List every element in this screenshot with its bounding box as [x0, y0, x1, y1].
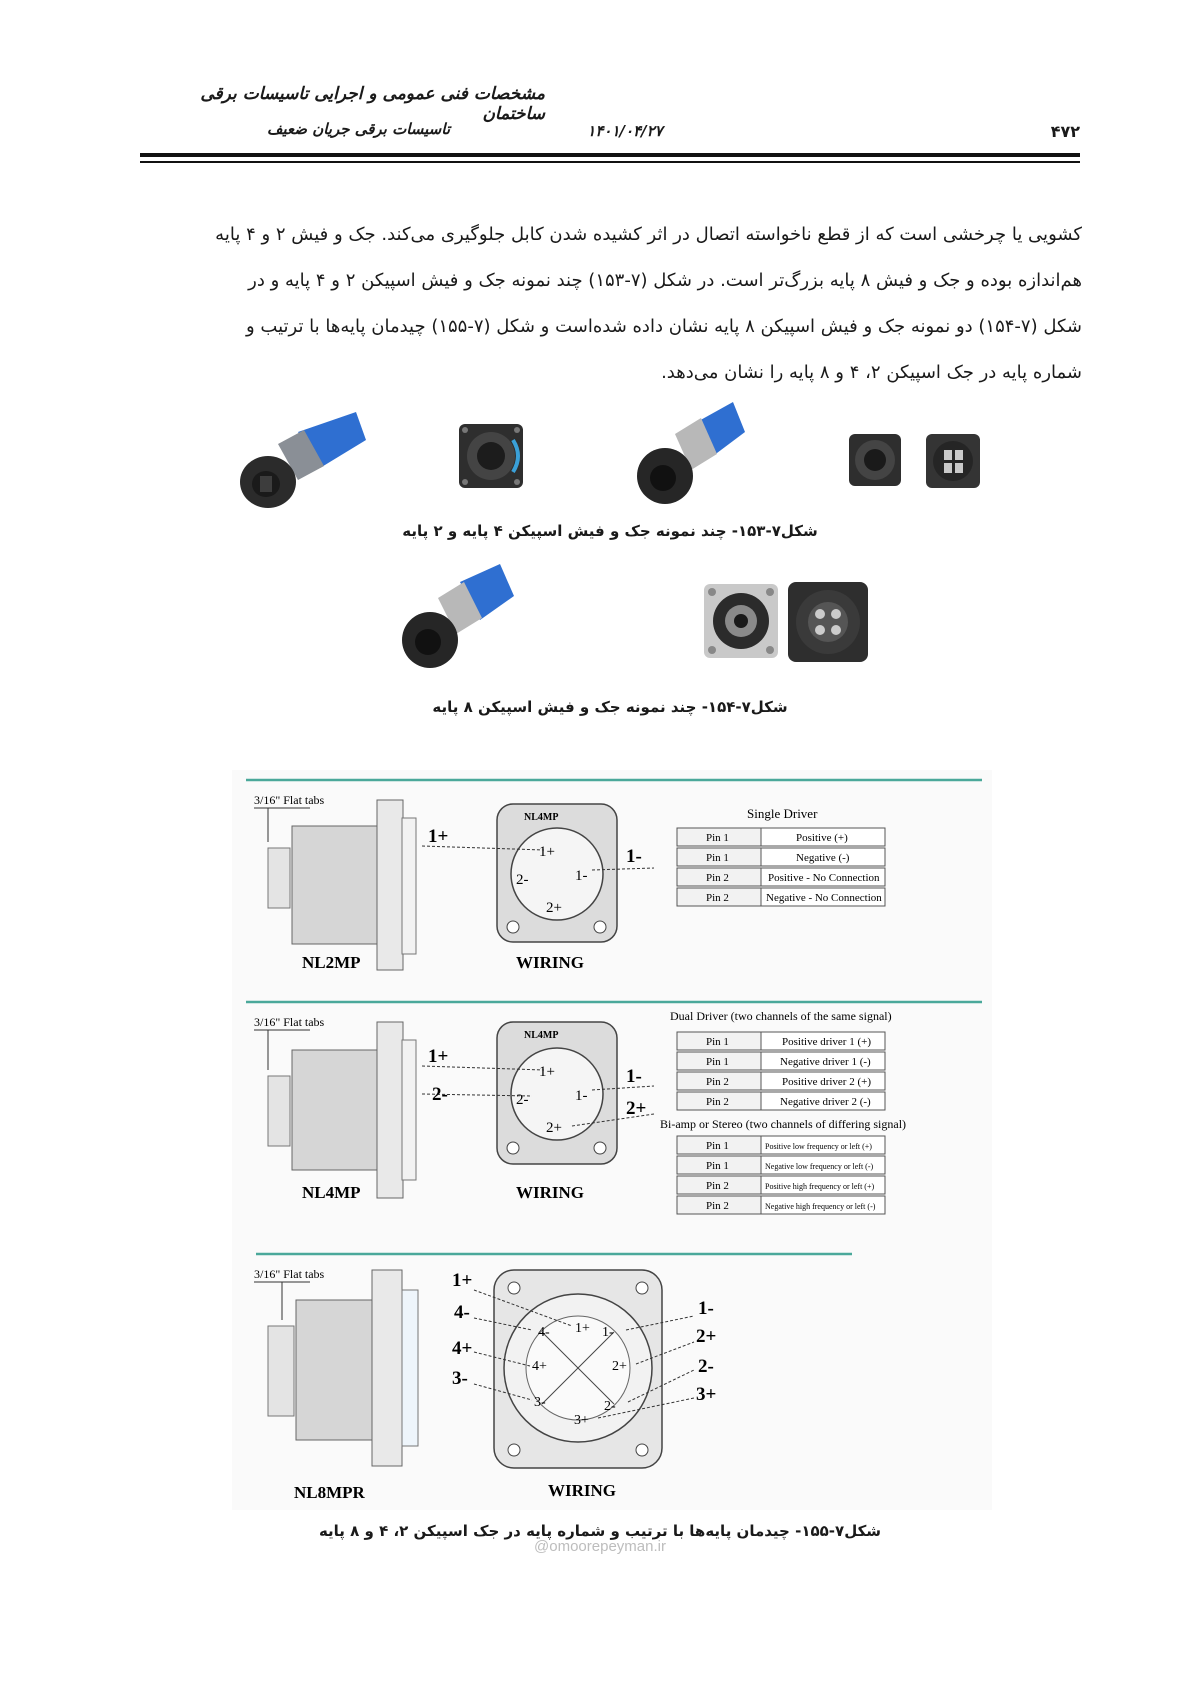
svg-text:Negative driver 2 (-): Negative driver 2 (-): [780, 1096, 871, 1108]
section-title: تاسیسات برقی جریان ضعیف: [266, 120, 450, 138]
wiring-label: WIRING: [516, 953, 585, 972]
table-row: [677, 828, 885, 846]
speakon-8pin-panel-jack-rear-photo: [784, 578, 872, 666]
table-row: [677, 1176, 885, 1194]
speakon-panel-jack-rear-photo: [922, 430, 984, 492]
table-row: [677, 1032, 885, 1050]
pin-label: 1+: [539, 844, 555, 860]
document-date: ۱۴۰۱/۰۴/۲۷: [587, 122, 663, 140]
figure-154-caption: شکل۷-۱۵۴- چند نمونه جک و فیش اسپیکن ۸ پایه: [432, 698, 788, 716]
svg-text:Pin 1: Pin 1: [706, 1160, 729, 1172]
nl8mpr-side-view: [254, 1267, 418, 1502]
pin-label: 2+: [612, 1359, 627, 1374]
wire-label: 1+: [428, 826, 449, 847]
wire-label: 3-: [452, 1368, 468, 1389]
table-row: [677, 1156, 885, 1174]
nl4mp-wiring-face: [422, 1022, 654, 1202]
svg-text:Positive (+): Positive (+): [796, 832, 848, 844]
pin-label: 2-: [604, 1399, 616, 1414]
flat-tabs-label: 3/16" Flat tabs: [254, 1015, 325, 1029]
table-row: [677, 1092, 885, 1110]
svg-text:Pin 2: Pin 2: [706, 1096, 729, 1108]
svg-text:Pin 2: Pin 2: [706, 1200, 729, 1212]
svg-text:Negative high frequency or lef: Negative high frequency or left (-): [765, 1202, 876, 1211]
svg-text:Positive driver 1 (+): Positive driver 1 (+): [782, 1036, 871, 1048]
header-rule-thin: [140, 161, 1080, 163]
table-row: [677, 1052, 885, 1070]
pin-label: 1-: [602, 1325, 614, 1340]
wire-label: 4-: [454, 1302, 470, 1323]
document-title: مشخصات فنی عمومی و اجرایی تاسیسات برقی ساختمان: [200, 84, 545, 124]
wire-label: 1+: [452, 1270, 473, 1291]
wire-label: 2+: [626, 1098, 647, 1119]
table-title: Bi-amp or Stereo (two channels of differing signal): [660, 1117, 907, 1131]
speakon-wiring-diagram: [232, 770, 992, 1510]
nl4mp-model-label: NL4MP: [302, 1183, 361, 1202]
nl4mp-pin-table: [660, 1009, 906, 1214]
wire-label: 1+: [428, 1046, 449, 1067]
table-row: [677, 888, 885, 906]
svg-text:Pin 2: Pin 2: [706, 872, 729, 884]
page-number: ۴۷۲: [1050, 122, 1080, 141]
pin-label: 3-: [534, 1395, 546, 1410]
svg-text:Positive high frequency or lef: Positive high frequency or left (+): [765, 1182, 875, 1191]
paragraph-line: شکل (۷-۱۵۴) دو نمونه جک و فیش اسپیکن ۸ پایه نشان داده شده‌است و شکل (۷-۱۵۵) چیدمان پایه‌ها با ترتیب و: [245, 316, 1082, 337]
pin-label: 1-: [575, 1088, 588, 1104]
table-title: Single Driver: [747, 806, 818, 821]
pin-label: 1+: [575, 1321, 590, 1336]
svg-text:Pin 1: Pin 1: [706, 1036, 729, 1048]
watermark-text: @omoorepeyman.ir: [534, 1538, 666, 1555]
speakon-8pin-cable-plug-photo: [400, 562, 520, 672]
svg-text:Negative (-): Negative (-): [796, 852, 850, 864]
nl4mp-side-view: [254, 1015, 416, 1202]
svg-text:Pin 2: Pin 2: [706, 892, 729, 904]
wire-label: 2+: [696, 1326, 717, 1347]
paragraph-line: کشویی یا چرخشی است که از قطع ناخواسته اتصال در اثر کشیده شدن کابل جلوگیری می‌کند. جک و فیش ۲ و ۴ پایه: [215, 224, 1082, 245]
speakon-8pin-panel-jack-photo: [700, 580, 782, 662]
paragraph-line: هم‌اندازه بوده و جک و فیش ۸ پایه بزرگ‌تر است. در شکل (۷-۱۵۳) چند نمونه جک و فیش اسپیکن ۲ و ۴ پایه و در: [248, 270, 1082, 291]
wire-label: 3+: [696, 1384, 717, 1405]
pin-label: 2+: [546, 900, 562, 916]
wiring-label: WIRING: [516, 1183, 585, 1202]
paragraph-line: شماره پایه در جک اسپیکن ۲، ۴ و ۸ پایه را نشان می‌دهد.: [661, 362, 1082, 383]
wire-label: 2-: [432, 1084, 448, 1105]
speakon-panel-jack-photo: [455, 420, 527, 492]
pin-label: 2+: [546, 1120, 562, 1136]
nl8mpr-wiring-face: [452, 1270, 716, 1500]
table-row: [677, 868, 885, 886]
figure-155-caption: شکل۷-۱۵۵- چیدمان پایه‌ها با ترتیب و شماره پایه در جک اسپیکن ۲، ۴ و ۸ پایه: [318, 1522, 882, 1540]
wire-label: 1-: [626, 846, 642, 867]
flat-tabs-label: 3/16" Flat tabs: [254, 793, 325, 807]
table-row: [677, 1196, 885, 1214]
nl2mp-wiring-face: [422, 804, 654, 972]
svg-text:Negative - No Connection: Negative - No Connection: [766, 892, 882, 904]
table-row: [677, 848, 885, 866]
svg-text:Pin 1: Pin 1: [706, 832, 729, 844]
wire-label: 2-: [698, 1356, 714, 1377]
figure-153-caption: شکل۷-۱۵۳- چند نمونه جک و فیش اسپیکن ۴ پایه و ۲ پایه: [402, 522, 818, 540]
nl2mp-model-label: NL2MP: [302, 953, 361, 972]
body-paragraph: [142, 212, 1082, 396]
speakon-cable-plug-grey-photo: [238, 410, 368, 510]
svg-text:Positive low frequency or left: Positive low frequency or left (+): [765, 1142, 872, 1151]
panel-label: NL4MP: [524, 1030, 559, 1041]
wire-label: 1-: [698, 1298, 714, 1319]
svg-text:Negative driver 1 (-): Negative driver 1 (-): [780, 1056, 871, 1068]
pin-label: 1-: [575, 868, 588, 884]
speakon-panel-jack-front-photo: [845, 430, 905, 490]
wire-label: 1-: [626, 1066, 642, 1087]
svg-text:Pin 2: Pin 2: [706, 1076, 729, 1088]
svg-text:Pin 1: Pin 1: [706, 1056, 729, 1068]
svg-text:Positive - No Connection: Positive - No Connection: [768, 872, 880, 884]
wire-label: 4+: [452, 1338, 473, 1359]
svg-text:Pin 1: Pin 1: [706, 1140, 729, 1152]
svg-text:Negative low frequency or left: Negative low frequency or left (-): [765, 1162, 874, 1171]
pin-label: 2-: [516, 1092, 529, 1108]
nl8mpr-model-label: NL8MPR: [294, 1483, 365, 1502]
table-row: [677, 1136, 885, 1154]
svg-text:Pin 1: Pin 1: [706, 852, 729, 864]
header-rule-thick: [140, 153, 1080, 157]
nl2mp-pin-table: [677, 806, 885, 906]
wiring-label: WIRING: [548, 1481, 617, 1500]
pin-label: 1+: [539, 1064, 555, 1080]
table-row: [677, 1072, 885, 1090]
pin-label: 3+: [574, 1413, 589, 1428]
pin-label: 4+: [532, 1359, 547, 1374]
pin-label: 4-: [538, 1325, 550, 1340]
pin-label: 2-: [516, 872, 529, 888]
svg-text:Pin 2: Pin 2: [706, 1180, 729, 1192]
table-title: Dual Driver (two channels of the same signal): [670, 1009, 892, 1023]
panel-label: NL4MP: [524, 812, 559, 823]
flat-tabs-label: 3/16" Flat tabs: [254, 1267, 325, 1281]
svg-text:Positive driver 2 (+): Positive driver 2 (+): [782, 1076, 871, 1088]
nl2mp-side-view: [254, 793, 416, 972]
speakon-cable-plug-blue-photo: [635, 400, 745, 510]
